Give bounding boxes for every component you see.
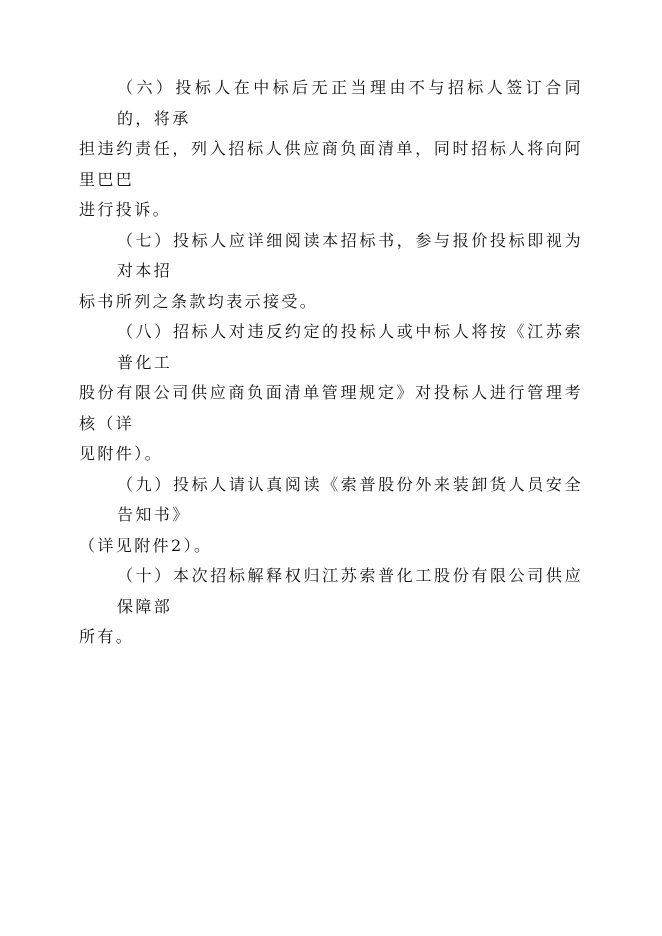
clause-8 bbox=[79, 317, 583, 470]
clause-10-line-2: 所有。 bbox=[79, 627, 135, 646]
clause-7-line-1: （七）投标人应详细阅读本招标书，参与报价投标即视为对本招 bbox=[117, 230, 583, 280]
clause-9 bbox=[79, 470, 583, 562]
clause-7 bbox=[79, 226, 583, 318]
clause-8-line-3: 见附件）。 bbox=[79, 444, 164, 463]
clause-6-line-3: 进行投诉。 bbox=[79, 200, 172, 219]
clause-8-line-1: （八）招标人对违反约定的投标人或中标人将按《江苏索普化工 bbox=[117, 322, 583, 372]
clause-8-line-2: 股份有限公司供应商负面清单管理规定》对投标人进行管理考核（详 bbox=[79, 383, 583, 433]
clause-10-line-1: （十）本次招标解释权归江苏索普化工股份有限公司供应保障部 bbox=[117, 566, 583, 616]
clause-6 bbox=[79, 73, 583, 226]
clause-9-line-1: （九）投标人请认真阅读《索普股份外来装卸货人员安全告知书》 bbox=[117, 474, 583, 524]
clause-6-line-2: 担违约责任，列入招标人供应商负面清单，同时招标人将向阿里巴巴 bbox=[79, 139, 583, 189]
clause-9-line-2: （详见附件2）。 bbox=[79, 535, 213, 555]
clause-7-line-2: 标书所列之条款均表示接受。 bbox=[79, 291, 319, 311]
document-body bbox=[79, 73, 583, 653]
clause-6-line-1: （六）投标人在中标后无正当理由不与招标人签订合同的，将承 bbox=[117, 78, 583, 128]
clause-10 bbox=[79, 561, 583, 653]
